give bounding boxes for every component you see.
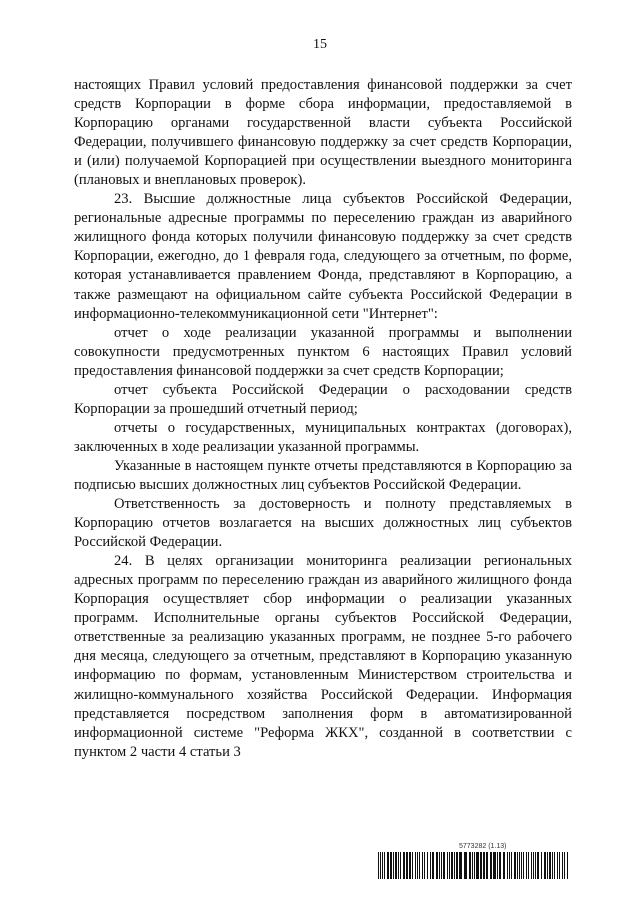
paragraph: отчеты о государственных, муниципальных контрактах (договорах), заключенных в ходе реализации указанной программы.	[74, 419, 572, 455]
document-code: 5773282 (1.13)	[459, 843, 507, 850]
page-number: 15	[313, 37, 327, 52]
paragraph: отчет субъекта Российской Федерации о расходовании средств Корпорации за прошедший отчетный период;	[74, 381, 572, 417]
paragraph: Ответственность за достоверность и полноту представляемых в Корпорацию отчетов возлагается на высших должностных лиц субъектов Российской Федерации.	[74, 496, 572, 551]
paragraph: 23. Высшие должностные лица субъектов Российской Федерации, региональные адресные программы по переселению граждан из аварийного жилищного фонда которых получили финансовую поддержку за счет средств Корпорации, ежегодно, до 1 февраля года, следующего за отчетным, по форме, которая устанавливается правлением Фонда, представляют в Корпорацию, а также размещают на официальном сайте субъекта Российской Федерации в информационно-телекоммуникационной сети "Интернет":	[74, 191, 572, 322]
paragraph: настоящих Правил условий предоставления финансовой поддержки за счет средств Корпорации в форме сбора информации, предоставляемой в Корпорацию органами государственной власти субъекта Российской Федерации, получившего финансовую поддержку за счет средств Корпорации, и (или) получаемой Корпорацией при осуществлении выездного мониторинга (плановых и внеплановых проверок).	[74, 77, 572, 189]
barcode-icon	[378, 852, 568, 879]
paragraph: Указанные в настоящем пункте отчеты представляются в Корпорацию за подписью высших должностных лиц субъектов Российской Федерации.	[74, 457, 572, 493]
paragraph: отчет о ходе реализации указанной программы и выполнении совокупности предусмотренных пунктом 6 настоящих Правил условий предоставления финансовой поддержки за счет средств Корпорации;	[74, 324, 572, 379]
document-body	[74, 76, 572, 762]
paragraph: 24. В целях организации мониторинга реализации региональных адресных программ по переселению граждан из аварийного жилищного фонда Корпорация осуществляет сбор информации о реализации указанных программ. Исполнительные органы субъектов Российской Федерации, ответственные за реализацию указанных программ, не позднее 5-го рабочего дня месяца, следующего за отчетным, представляют в Корпорацию указанную информацию по формам, установленным Министерством строительства и жилищно-коммунального хозяйства Российской Федерации. Информация представляется посредством заполнения форм в автоматизированной информационной системе "Реформа ЖКХ", созданной в соответствии с пунктом 2 части 4 статьи 3	[74, 553, 572, 760]
